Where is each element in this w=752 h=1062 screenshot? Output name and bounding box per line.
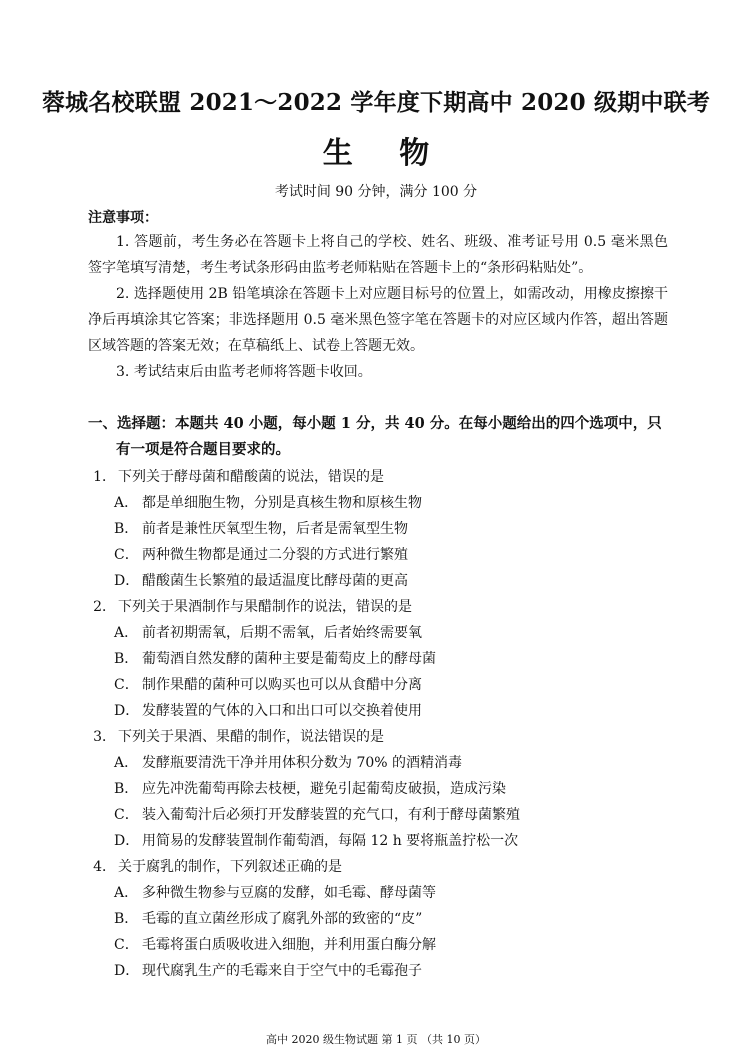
option-letter: A． [114,495,139,511]
option-text: 毛霉的直立菌丝形成了腐乳外部的致密的“皮” [142,911,423,927]
question-number: 1． [93,469,116,485]
answer-option [90,776,670,802]
option-text: 葡萄酒自然发酵的菌种主要是葡萄皮上的酵母菌 [142,651,436,667]
answer-option [90,542,670,568]
answer-option [90,802,670,828]
notice-list [88,229,668,385]
section-line-2: 有一项是符合题目要求的。 [116,441,290,458]
option-text: 都是单细胞生物，分别是真核生物和原核生物 [142,495,422,511]
option-letter: B． [114,911,139,927]
option-text: 现代腐乳生产的毛霉来自于空气中的毛霉孢子 [142,963,422,979]
option-letter: A． [114,885,139,901]
question-number: 3． [93,729,116,745]
answer-option [90,672,670,698]
option-letter: C． [114,547,139,563]
answer-option [90,880,670,906]
option-text: 发酵瓶要清洗干净并用体积分数为 70% 的酒精消毒 [142,755,463,771]
option-text: 发酵装置的气体的入口和出口可以交换着使用 [142,703,422,719]
option-text: 毛霉将蛋白质吸收进入细胞，并利用蛋白酶分解 [142,937,436,953]
question-number: 4． [93,859,116,875]
option-letter: B． [114,651,139,667]
option-letter: C． [114,677,139,693]
page-footer: 高中 2020 级生物试题 第 1 页 （共 10 页） [266,1033,486,1046]
notice-item: 2. 选择题使用 2B 铅笔填涂在答题卡上对应题目标号的位置上，如需改动，用橡皮擦擦干净后再填涂其它答案；非选择题用 0.5 毫米黑色签字笔在答题卡的对应区域内作答，超出答题区域答题的答案无效；在草稿纸上、试卷上答题无效。 [88,286,668,354]
answer-option [90,516,670,542]
question-stem [90,594,670,620]
option-text: 前者是兼性厌氧型生物，后者是需氧型生物 [142,521,408,537]
answer-option [90,646,670,672]
answer-option [90,906,670,932]
option-text: 多种微生物参与豆腐的发酵，如毛霉、酵母菌等 [142,885,436,901]
notice-item: 1. 答题前，考生务必在答题卡上将自己的学校、姓名、班级、准考证号用 0.5 毫米黑色签字笔填写清楚，考生考试条形码由监考老师粘贴在答题卡上的“条形码粘贴处”。 [88,234,668,276]
option-text: 两种微生物都是通过二分裂的方式进行繁殖 [142,547,408,563]
option-letter: D． [114,703,140,719]
notice-item: 3. 考试结束后由监考老师将答题卡收回。 [116,364,372,380]
option-letter: A． [114,625,139,641]
option-letter: A． [114,755,139,771]
option-letter: D． [114,833,140,849]
question-list [90,464,670,984]
question-stem [90,464,670,490]
question-text: 下列关于果酒、果醋的制作，说法错误的是 [118,729,384,745]
section-line-1: 一、选择题：本题共 40 小题，每小题 1 分，共 40 分。在每小题给出的四个选项中，只 [88,415,662,432]
option-text: 制作果醋的菌种可以购买也可以从食醋中分离 [142,677,422,693]
question-text: 下列关于酵母菌和醋酸菌的说法，错误的是 [118,469,384,485]
question-number: 2． [93,599,116,615]
exam-info: 考试时间 90 分钟，满分 100 分 [274,184,478,200]
option-letter: D． [114,573,140,589]
answer-option [90,932,670,958]
option-letter: C． [114,807,139,823]
answer-option [90,490,670,516]
option-letter: C． [114,937,139,953]
subject-title: 生 物 [322,136,448,171]
option-text: 装入葡萄汁后必须打开发酵装置的充气口，有利于酵母菌繁殖 [142,807,520,823]
option-letter: D． [114,963,140,979]
option-text: 前者初期需氧，后期不需氧，后者始终需要氧 [142,625,422,641]
answer-option [90,828,670,854]
option-letter: B． [114,521,139,537]
question-stem [90,854,670,880]
answer-option [90,958,670,984]
answer-option [90,620,670,646]
answer-option [90,568,670,594]
question-stem [90,724,670,750]
option-text: 醋酸菌生长繁殖的最适温度比酵母菌的更高 [142,573,408,589]
answer-option [90,750,670,776]
option-text: 用简易的发酵装置制作葡萄酒，每隔 12 h 要将瓶盖拧松一次 [142,833,519,849]
answer-option [90,698,670,724]
option-text: 应先冲洗葡萄再除去枝梗，避免引起葡萄皮破损，造成污染 [142,781,506,797]
option-letter: B． [114,781,139,797]
notice-heading: 注意事项： [88,210,158,226]
section-heading [88,411,668,463]
exam-title: 蓉城名校联盟 2021～2022 学年度下期高中 2020 级期中联考 [41,89,711,116]
question-text: 下列关于果酒制作与果醋制作的说法，错误的是 [118,599,412,615]
question-text: 关于腐乳的制作，下列叙述正确的是 [118,859,342,875]
